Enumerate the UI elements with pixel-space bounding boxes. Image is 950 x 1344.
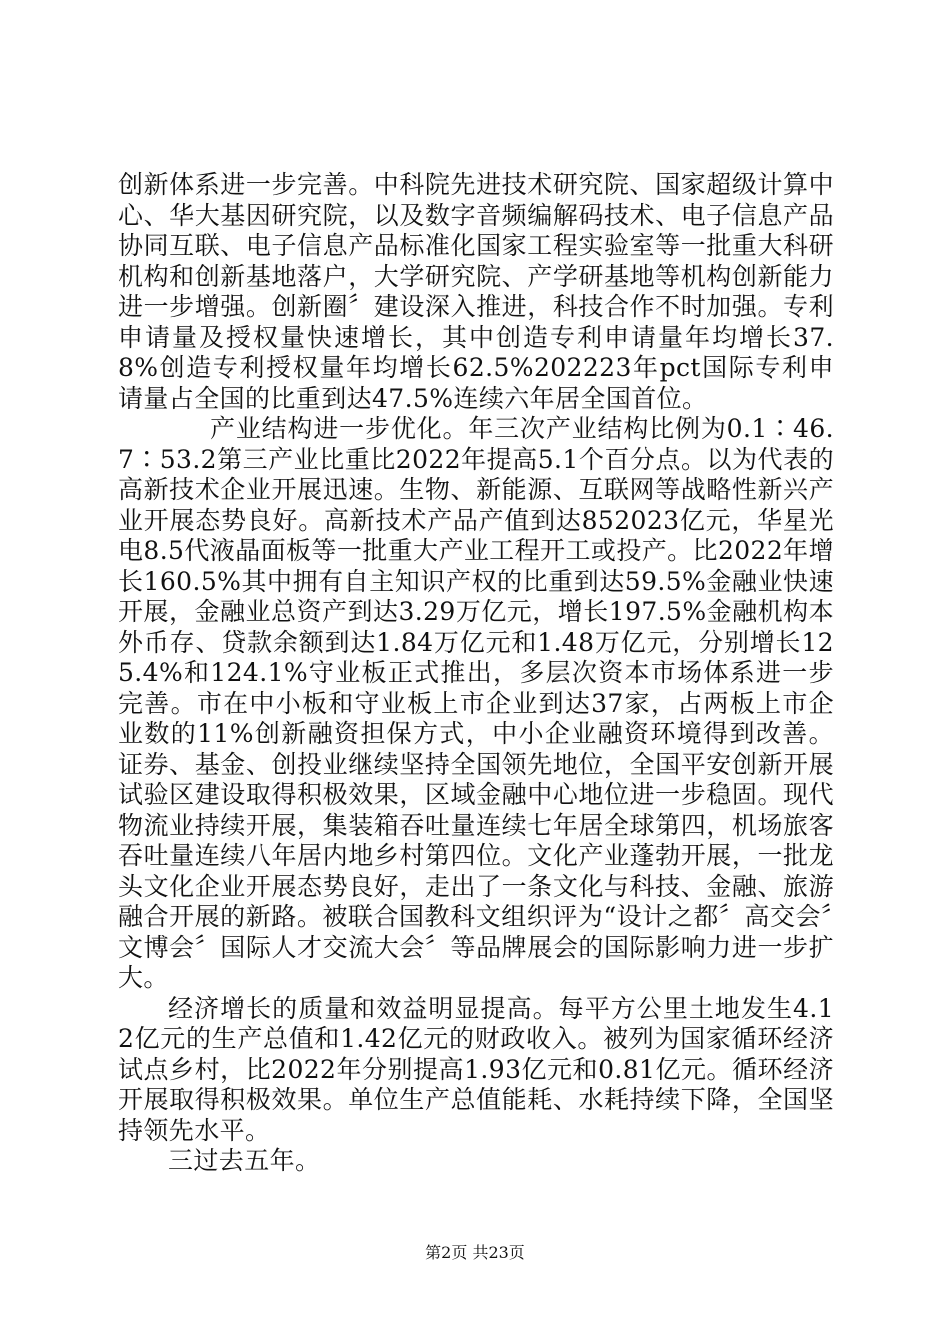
paragraph-industrial-structure: 产业结构进一步优化。年三次产业结构比例为0.1∶46.7∶53.2第三产业比重比2022年提高5.1个百分点。以为代表的高新技术企业开展迅速。生物、新能源、互联网等战略性新兴产业开展态势良好。高新技术产品产值到达852023亿元，华星光电8.5代液晶面板等一批重大产业工程开工或投产。比2022年增长160.5%其中拥有自主知识产权的比重到达59.5%金融业快速开展，金融业总资产到达3.29万亿元，增长197.5%金融机构本外币存、贷款余额到达1.84万亿元和1.48万亿元，分别增长125.4%和124.1%守业板正式推出，多层次资本市场体系进一步完善。市在中小板和守业板上市企业到达37家，占两板上市企业数的11%创新融资担保方式，中小企业融资环境得到改善。证券、基金、创投业继续坚持全国领先地位，全国平安创新开展试验区建设取得积极效果，区域金融中心地位进一步稳固。现代物流业持续开展，集装箱吞吐量连续七年居全球第四，机场旅客吞吐量连续八年居内地乡村第四位。文化产业蓬勃开展，一批龙头文化企业开展态势良好，走出了一条文化与科技、金融、旅游融合开展的新路。被联合国教科文组织评为“设计之都〞高交会〞文博会〞国际人才交流大会〞等品牌展会的国际影响力进一步扩大。 [118, 414, 834, 992]
page-number-footer: 第2页 共23页 [425, 1243, 525, 1262]
paragraph-past-five-years: 三过去五年。 [168, 1146, 321, 1175]
paragraph-innovation-system: 创新体系进一步完善。中科院先进技术研究院、国家超级计算中心、华大基因研究院，以及数字音频编解码技术、电子信息产品协同互联、电子信息产品标准化国家工程实验室等一批重大科研机构和创新基地落户，大学研究院、产学研基地等机构创新能力进一步增强。创新圈〞建设深入推进，科技合作不时加强。专利申请量及授权量快速增长，其中创造专利申请量年均增长37.8%创造专利授权量年均增长62.5%202223年pct国际专利申请量占全国的比重到达47.5%连续六年居全国首位。 [118, 170, 834, 413]
paragraph-economic-quality: 经济增长的质量和效益明显提高。每平方公里土地发生4.12亿元的生产总值和1.42亿元的财政收入。被列为国家循环经济试点乡村，比2022年分别提高1.93亿元和0.81亿元。循环经济开展取得积极效果。单位生产总值能耗、水耗持续下降，全国坚持领先水平。 [118, 993, 834, 1145]
document-body [118, 170, 834, 1177]
